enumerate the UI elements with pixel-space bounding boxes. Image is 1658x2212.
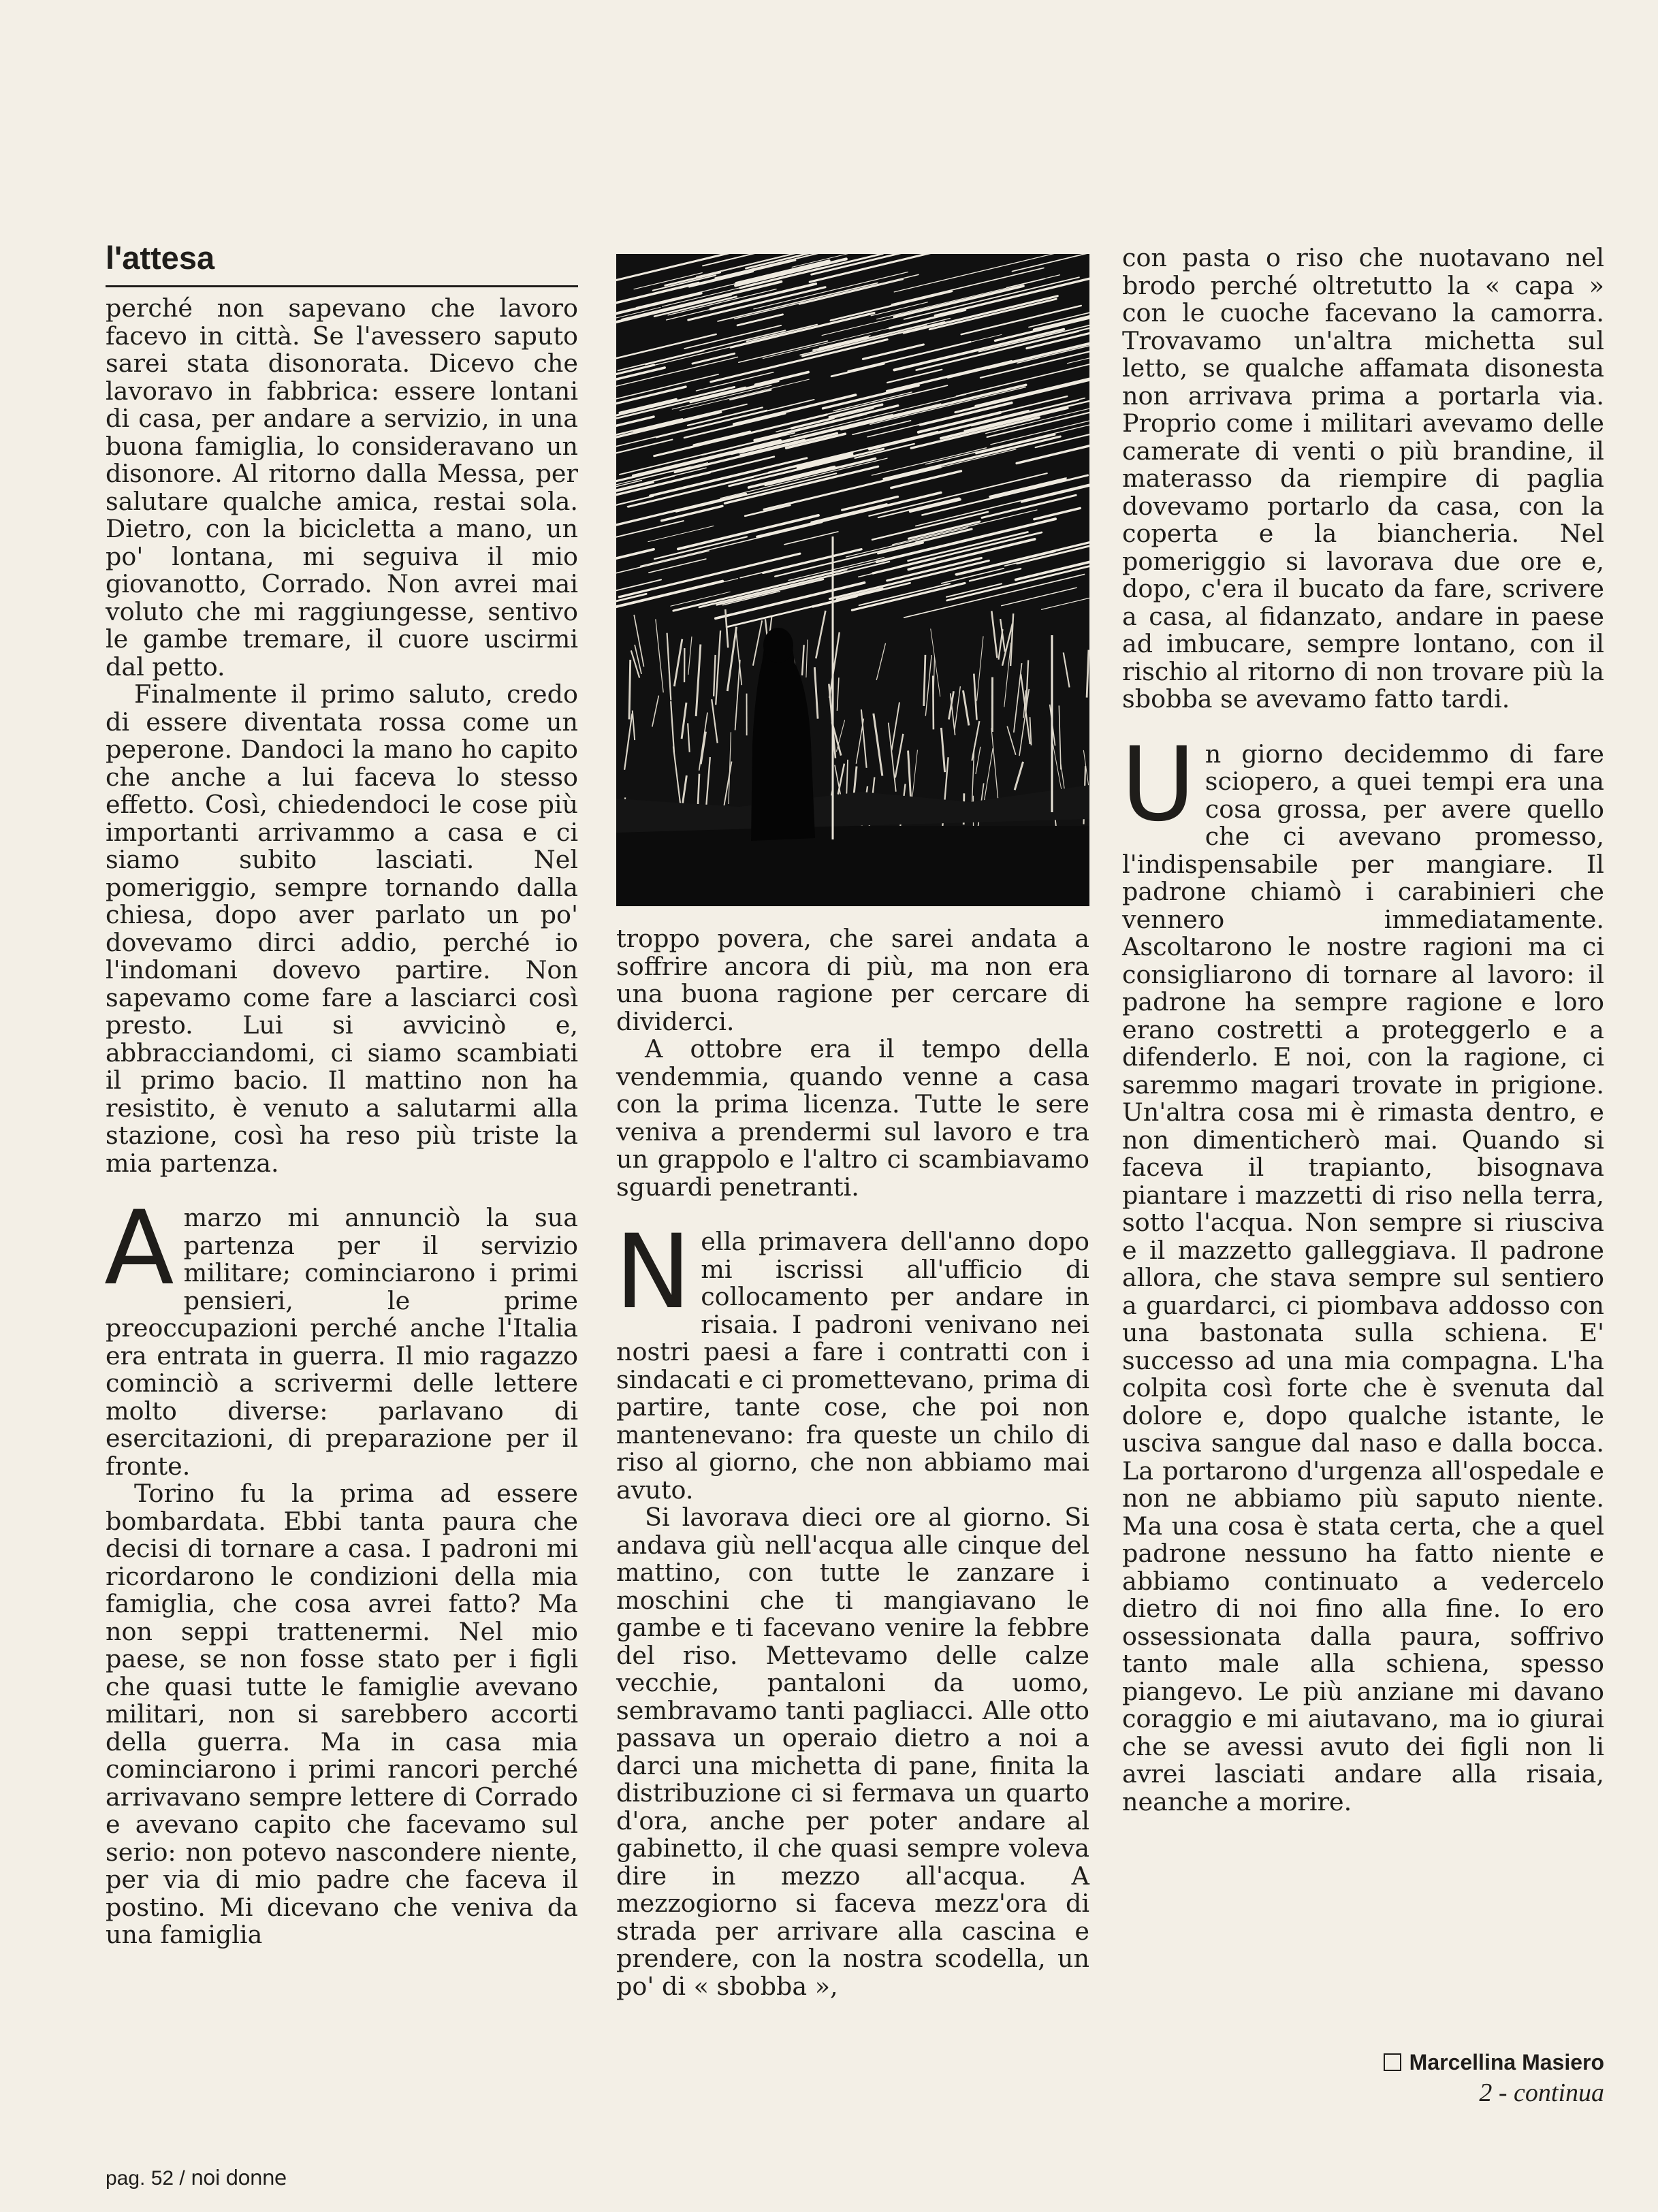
title-rule: [106, 285, 578, 287]
drop-paragraph: [1121, 725, 1604, 1816]
magazine-name: noi donne: [191, 2166, 287, 2190]
paragraph: troppo povera, che sarei andata a soffrire ancora di più, ma non era una buona ragione per cercare di dividerci.: [616, 924, 1089, 1036]
paragraph: A ottobre era il tempo della vendemmia, quando venne a casa con la prima licenza. Tutte le sere veniva a prendermi sul lavoro e tra un grappolo e l'altro ci scambiavamo sguardi penetranti.: [616, 1034, 1089, 1202]
paragraph: Si lavorava dieci ore al giorno. Si andava giù nell'acqua alle cinque del mattino, con tutte le zanzare i moschini che ti mangiavano le gambe e ti facevano venire la febbre del riso. Mettevamo delle calze vecchie, pantaloni da uomo, sembravamo tanti pagliacci. Alle otto passava un operaio dietro a noi a darci una michetta di pane, finita la distribuzione ci si fermava un quarto d'ora, anche per poter andare al gabinetto, il che quasi sempre voleva dire in mezzo all'acqua. A mezzogiorno si faceva mezz'ora di strada per arrivare alla cascina e prendere, con la nostra scodella, un po' di « sbobba »,: [616, 1503, 1089, 2001]
article-column-1: [106, 295, 578, 1949]
paragraph: Torino fu la prima ad essere bombardata. Ebbi tanta paura che decisi di tornare a casa. I padroni mi ricordarono le condizioni della mia famiglia, che cosa avrei fatto? Ma non seppi trattenermi. Nel mio paese, se non fosse stato per i figli che quasi tutte le famiglie avevano militari, non si sarebbero accorti della guerra. Ma in casa mia cominciarono i primi rancori perché arrivavano sempre lettere di Corrado e avevano capito che facevamo sul serio: non potevo nascondere niente, per via di mio padre che faceva il postino. Mi dicevano che veniva da una famiglia: [106, 1479, 578, 1949]
author-name: Marcellina Masiero: [1409, 2050, 1604, 2074]
woodcut-stroke: [629, 660, 631, 719]
article-column-3: [1122, 244, 1604, 1816]
drop-paragraph-text: ella primavera dell'anno dopo mi iscrissi all'ufficio di collocamento per andare in risaia. I padroni venivano nei nostri paesi a fare i contratti con i sindacati e ci promettevano, prima di partire, tante cose, che poi non mantenevano: fra queste un chilo di riso al giorno, che non abbiamo mai avuto.: [616, 1227, 1089, 1505]
drop-paragraph: [615, 1213, 1089, 1505]
paragraph: con pasta o riso che nuotavano nel brodo perché oltretutto la « capa » con le cuoche facevano la camorra. Trovavamo un'altra michetta sul letto, se qualche affamata disonesta non arrivava prima a portarla via. Proprio come i militari avevamo delle camerate di venti o più brandine, il materasso da riempire di paglia dovevamo portarlo da casa, con la coperta e la biancheria. Nel pomeriggio si lavorava due ore e, dopo, c'era il bucato da fare, scrivere a casa, al fidanzato, andare in paese ad imbucare, sempre lontano, con il rischio al ritorno di non trovare più la sbobba se avevamo fatto tardi.: [1122, 243, 1604, 714]
drop-cap: U: [1121, 725, 1196, 844]
woodcut-stroke: [933, 675, 934, 729]
continuation-note: 2 - continua: [1479, 2079, 1604, 2107]
section-gap: [106, 1177, 578, 1204]
square-bullet-icon: [1384, 2053, 1401, 2071]
drop-cap: N: [615, 1213, 692, 1332]
paragraph: perché non sapevano che lavoro facevo in città. Se l'avessero saputo sarei stata disonorata. Dicevo che lavoravo in fabbrica: essere lontani di casa, per andare a servizio, in una buona famiglia, lo consideravano un disonore. Al ritorno dalla Messa, per salutare qualche amica, restai sola. Dietro, con la bicicletta a mano, un po' lontana, mi seguiva il mio giovanotto, Corrado. Non avrei mai voluto che mi raggiungesse, sentivo le gambe tremare, il cuore uscirmi dal petto.: [106, 293, 578, 682]
page-footer: [106, 2167, 286, 2190]
section-title: l'attesa: [106, 240, 215, 276]
drop-cap: A: [104, 1189, 174, 1308]
author-signature: [1352, 2049, 1604, 2075]
drop-paragraph-text: marzo mi annunciò la sua partenza per il servizio militare; cominciarono i primi pensieri, le prime preoccupazioni perché anche l'Italia era entrata in guerra. Il mio ragazzo cominciò a scrivermi delle lettere molto diverse: parlavano di esercitazioni, di preparazione per il fronte.: [106, 1203, 578, 1481]
page-number: pag. 52 /: [106, 2167, 185, 2190]
paragraph: Finalmente il primo saluto, credo di essere diventata rossa come un peperone. Dandoci la mano ho capito che anche a lui faceva lo stesso effetto. Così, chiedendoci le cose più importanti arrivammo a casa e ci siamo subito lasciati. Nel pomeriggio, sempre tornando dalla chiesa, dopo aver parlato un po' dovevamo dirci addio, perché io l'indomani dovevo partire. Non sapevamo come fare a lasciarci così presto. Lui si avvicinò e, abbracciandomi, ci siamo scambiati il primo bacio. Il mattino non ha resistito, è venuto a salutarmi alla stazione, così ha reso più triste la mia partenza.: [106, 679, 578, 1178]
drop-paragraph: [104, 1189, 578, 1481]
woodcut-illustration: [616, 254, 1089, 906]
article-column-2: [616, 925, 1089, 2000]
drop-paragraph-text: n giorno decidemmo di fare sciopero, a quei tempi era una cosa grossa, per avere quello che ci avevano promesso, l'indispensabile per mangiare. Il padrone chiamò i carabinieri che vennero immediatamente. Ascoltarono le nostre ragioni ma ci consigliarono di tornare al lavoro: il padrone ha sempre ragione e loro erano costretti a proteggerlo e a difenderlo. E noi, con la ragione, ci saremmo magari trovate in prigione. Un'altra cosa mi è rimasta dentro, e non dimenticherò mai. Quando si faceva il trapianto, bisognava piantare i mazzetti di riso nella terra, sotto l'acqua. Non sempre si riusciva e il mazzetto galleggiava. Il padrone allora, che stava sempre sul sentiero a guardarci, ci piombava addosso con una bastonata sulla schiena. E' successo ad una mia compagna. L'ha colpita così forte che è svenuta dal dolore e, dopo qualche istante, le usciva sangue dal naso e dalla bocca. La portarono d'urgenza all'ospedale e non ne abbiamo più saputo niente. Ma una cosa è stata certa, che a quel padrone nessuno ha fatto niente e abbiamo continuato a vedercelo dietro di noi fino alla fine. Io ero ossessionata dalla paura, soffrivo tanto male alla schiena, spesso piangevo. Le più anziane mi davano coraggio e mi aiutavano, ma io giurai che se avessi avuto dei figli non li avrei lasciati andare alla risaia, neanche a morire.: [1122, 739, 1604, 1816]
